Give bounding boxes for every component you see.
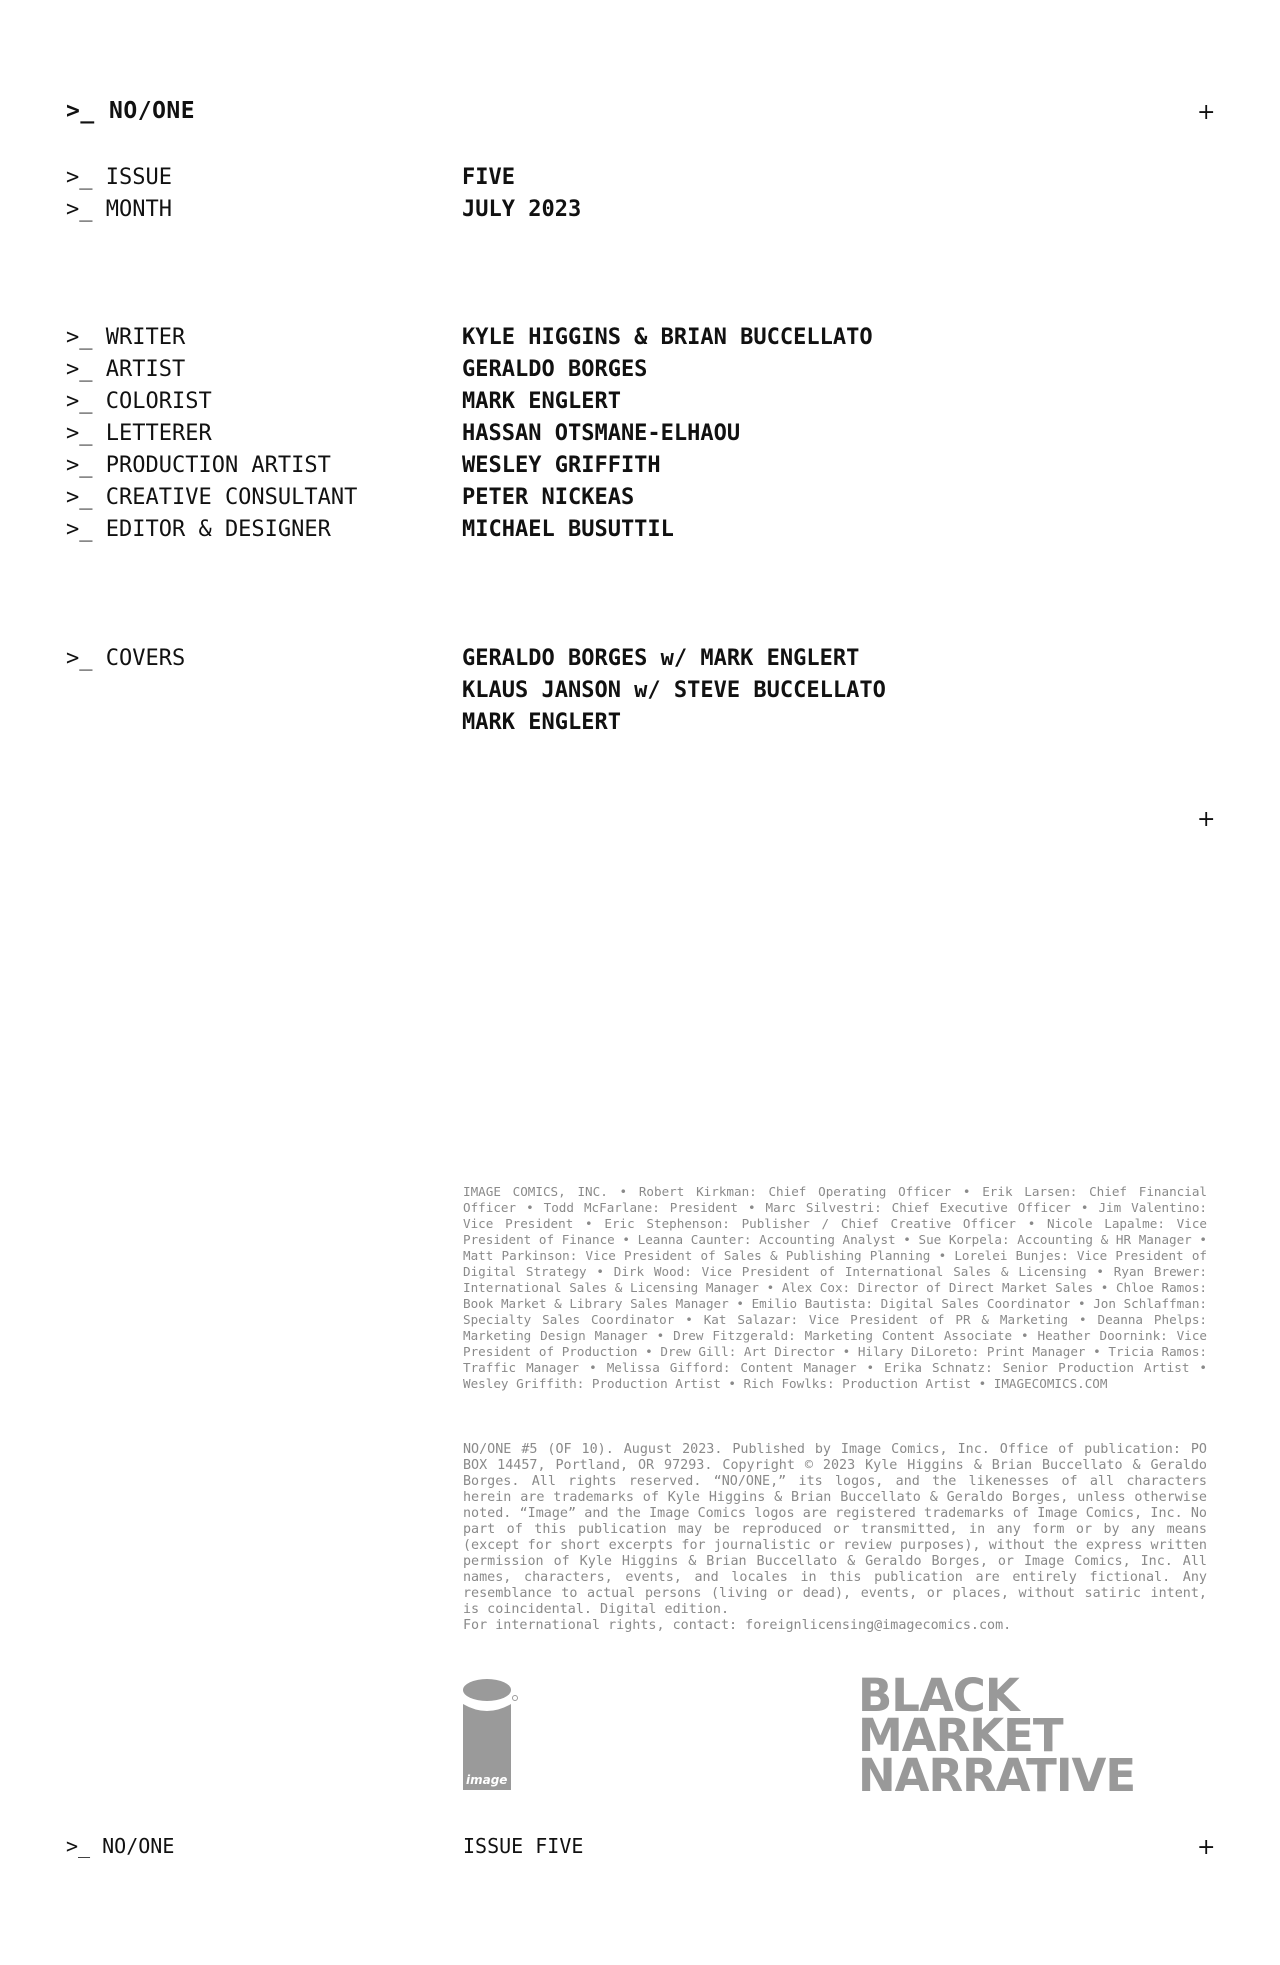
covers-value-1: GERALDO BORGES w/ MARK ENGLERT: [462, 646, 860, 671]
image-logo-text: image: [466, 1773, 508, 1787]
black-market-narrative-logo: [858, 1669, 1136, 1802]
credit-value: WESLEY GRIFFITH: [462, 453, 661, 478]
credit-label: >_ CREATIVE CONSULTANT: [66, 485, 358, 510]
legal-text: NO/ONE #5 (OF 10). August 2023. Published by Image Comics, Inc. Office of publication: PO BOX 14457, Portland, OR 97293. Copyright © 2023 Kyle Higgins & Brian Buccellato & Geraldo Borges. All rights reserved. “NO/ONE,” its logos, and the likenesses of all characters herein are trademarks of Kyle Higgins & Brian Buccellato & Geraldo Borges, unless otherwise noted. “Image” and the Image Comics logos are registered trademarks of Image Comics, Inc. No part of this publication may be reproduced or transmitted, in any form or by any means (except for short excerpts for journalistic or review purposes), without the express written permission of Kyle Higgins & Brian Buccellato & Geraldo Borges, or Image Comics, Inc. All names, characters, events, and locales in this publication are entirely fictional. Any resemblance to actual persons (living or dead), events, or places, without satiric intent, is coincidental. Digital edition.: [463, 1442, 1207, 1617]
covers-value-2: KLAUS JANSON w/ STEVE BUCCELLATO: [462, 678, 886, 703]
legal-indicia: [463, 1442, 1207, 1634]
plus-icon: +: [1197, 100, 1216, 125]
credit-value: MICHAEL BUSUTTIL: [462, 517, 674, 542]
credit-value: KYLE HIGGINS & BRIAN BUCCELLATO: [462, 325, 873, 350]
footer-title: >_ NO/ONE: [66, 1834, 175, 1858]
plus-icon: +: [1197, 807, 1216, 832]
image-staff-credits: IMAGE COMICS, INC. • Robert Kirkman: Chief Operating Officer • Erik Larsen: Chief Financial Officer • Todd McFarlane: President • Marc Silvestri: Chief Executive Officer • Jim Valentino: Vice President • Eric Stephenson: Publisher / Chief Creative Officer • Nicole Lapalme: Vice President of Finance • Leanna Caunter: Accounting Analyst • Sue Korpela: Accounting & HR Manager • Matt Parkinson: Vice President of Sales & Publishing Planning • Lorelei Bunjes: Vice President of Digital Strategy • Dirk Wood: Vice President of International Sales & Licensing • Ryan Brewer: International Sales & Licensing Manager • Alex Cox: Director of Direct Market Sales • Chloe Ramos: Book Market & Library Sales Manager • Emilio Bautista: Digital Sales Coordinator • Jon Schlaffman: Specialty Sales Coordinator • Kat Salazar: Vice President of PR & Marketing • Deanna Phelps: Marketing Design Manager • Drew Fitzgerald: Marketing Content Associate • Heather Doornink: Vice President of Production • Drew Gill: Art Director • Hilary DiLoreto: Print Manager • Tricia Ramos: Traffic Manager • Melissa Gifford: Content Manager • Erika Schnatz: Senior Production Artist • Wesley Griffith: Production Artist • Rich Fowlks: Production Artist • IMAGECOMICS.COM: [463, 1184, 1207, 1391]
credit-value: PETER NICKEAS: [462, 485, 635, 510]
credit-value: MARK ENGLERT: [462, 389, 621, 414]
credit-value: HASSAN OTSMANE-ELHAOU: [462, 421, 741, 446]
month-label: >_ MONTH: [66, 197, 172, 222]
plus-icon: +: [1197, 1835, 1216, 1860]
issue-label: >_ ISSUE: [66, 165, 172, 190]
month-value: JULY 2023: [462, 197, 582, 222]
credit-label: >_ COLORIST: [66, 389, 212, 414]
issue-value: FIVE: [462, 165, 515, 190]
credit-label: >_ WRITER: [66, 325, 186, 350]
credit-label: >_ EDITOR & DESIGNER: [66, 517, 331, 542]
covers-value-3: MARK ENGLERT: [462, 710, 621, 735]
bmn-line-1: BLACK: [858, 1669, 1019, 1722]
bmn-line-2: MARKET: [858, 1709, 1063, 1762]
page-title: >_ NO/ONE: [66, 98, 196, 124]
legal-contact: For international rights, contact: foreignlicensing@imagecomics.com.: [463, 1618, 1012, 1633]
credit-label: >_ ARTIST: [66, 357, 186, 382]
image-logo: [462, 1678, 518, 1794]
footer-issue: ISSUE FIVE: [463, 1834, 584, 1858]
bmn-line-3: NARRATIVE: [858, 1749, 1136, 1802]
credit-label: >_ PRODUCTION ARTIST: [66, 453, 331, 478]
credit-label: >_ LETTERER: [66, 421, 212, 446]
credit-value: GERALDO BORGES: [462, 357, 648, 382]
covers-label: >_ COVERS: [66, 646, 186, 671]
